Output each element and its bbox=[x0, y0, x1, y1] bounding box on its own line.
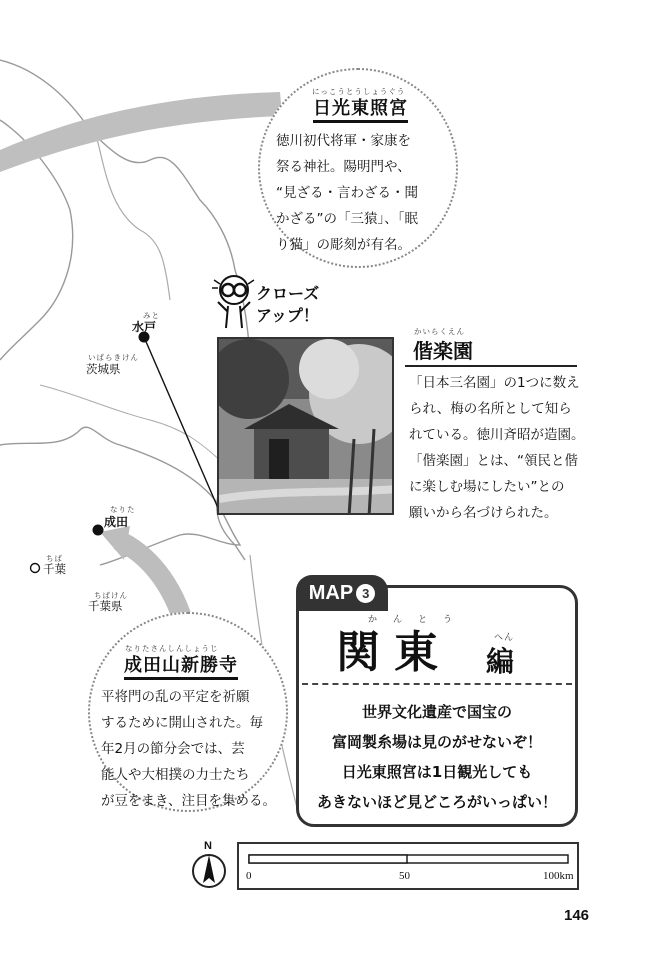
scale-label-100km: 100km bbox=[543, 870, 574, 882]
closeup-line2: アップ！ bbox=[256, 306, 319, 325]
compass-north-label: N bbox=[204, 840, 212, 852]
kairakuen-line: れている。徳川斉昭が造園。 bbox=[409, 427, 585, 443]
mito-label: 水戸 bbox=[132, 320, 157, 334]
shinshoji-body bbox=[101, 684, 276, 814]
nikko-title-ruby: にっこうとうしょうぐう bbox=[312, 87, 406, 96]
chiba-dot bbox=[31, 564, 40, 573]
scale-bar bbox=[248, 852, 570, 866]
kairakuen-title-ruby: かいらくえん bbox=[414, 327, 465, 336]
narita-dot bbox=[93, 525, 104, 536]
hen-ruby: へん bbox=[494, 633, 515, 643]
chapter-desc-line: 日光東照宮は1日観光しても bbox=[341, 763, 533, 781]
shinshoji-line: するために開山された。毎 bbox=[101, 715, 263, 731]
prefecture-boundary-inner bbox=[95, 130, 170, 300]
shinshoji-title-ruby: なりたさんしんしょうじ bbox=[125, 644, 219, 653]
kairakuen-line: られ、梅の名所として知ら bbox=[409, 401, 572, 417]
narita-ruby: なりた bbox=[110, 505, 136, 514]
explorer-character-icon bbox=[210, 272, 258, 334]
kairakuen-line: 「日本三名園」の1つに数え bbox=[409, 375, 580, 391]
kairakuen-line: 願いから名づけられた。 bbox=[409, 505, 558, 521]
narita-label: 成田 bbox=[104, 515, 129, 529]
scale-label-50: 50 bbox=[399, 870, 410, 882]
closeup-line1: クローズ bbox=[256, 284, 320, 303]
map-tab-label: MAP bbox=[308, 581, 354, 604]
kairakuen-photo bbox=[217, 337, 394, 515]
scale-bar-box bbox=[237, 842, 579, 890]
kairakuen-body bbox=[409, 370, 585, 526]
nikko-title bbox=[313, 94, 408, 120]
shinshoji-line: 年2月の節分会では、芸 bbox=[101, 741, 245, 757]
scale-label-0: 0 bbox=[246, 870, 252, 882]
map-tab bbox=[296, 575, 388, 611]
compass-rose bbox=[193, 855, 225, 887]
chiba-pref-label: 千葉県 bbox=[88, 599, 123, 613]
kairakuen-line: 「偕楽園」とは、“領民と偕 bbox=[409, 453, 578, 469]
nikko-title-text: 日光東照宮 bbox=[313, 98, 408, 123]
shinshoji-line: が豆をまき、注目を集める。 bbox=[101, 793, 276, 809]
kairakuen-photo-illustration bbox=[219, 339, 394, 515]
mito-leader-line bbox=[144, 337, 218, 508]
shinshoji-title-text: 成田山新勝寺 bbox=[124, 655, 238, 680]
chapter-title: 関東 bbox=[336, 627, 452, 678]
nikko-line: り猫」の彫刻が有名。 bbox=[276, 237, 411, 253]
nikko-body bbox=[276, 128, 418, 258]
nikko-line: かざる”の「三猿」、「眠 bbox=[276, 211, 418, 227]
shinshoji-line: 能人や大相撲の力士たち bbox=[101, 767, 250, 783]
mito-ruby: みと bbox=[143, 311, 160, 320]
kairakuen-line: に楽しむ場にしたい”との bbox=[409, 479, 565, 495]
ibaraki-label: 茨城県 bbox=[86, 362, 121, 376]
chapter-title-suffix: 編 bbox=[486, 645, 515, 678]
kanto-ruby: かんとう bbox=[368, 615, 469, 625]
kairakuen-title-rule bbox=[405, 365, 577, 367]
map-tab-number: 3 bbox=[356, 584, 375, 603]
chapter-desc-line: 富岡製糸場は見のがせないぞ！ bbox=[331, 733, 542, 751]
chiba-pref-ruby: ちばけん bbox=[94, 591, 128, 600]
nikko-line: 祭る神社。陽明門や、 bbox=[276, 159, 411, 175]
river bbox=[40, 385, 230, 470]
chapter-desc-line: 世界文化遺産で国宝の bbox=[361, 703, 512, 721]
chapter-box-divider bbox=[302, 683, 572, 685]
chiba-city-label: 千葉 bbox=[43, 562, 66, 576]
kairakuen-title: 偕楽園 bbox=[413, 339, 473, 363]
chiba-city-ruby: ちば bbox=[46, 554, 63, 563]
ibaraki-ruby: いばらきけん bbox=[88, 353, 139, 362]
nikko-line: “見ざる・言わざる・聞 bbox=[276, 185, 418, 201]
shinshoji-line: 平将門の乱の平定を祈願 bbox=[101, 689, 250, 705]
chapter-desc-line: あきないほど見どころがいっぱい！ bbox=[316, 793, 557, 811]
page-number: 146 bbox=[564, 907, 590, 924]
nikko-line: 徳川初代将軍・家康を bbox=[276, 133, 411, 149]
shinshoji-title bbox=[124, 651, 238, 677]
